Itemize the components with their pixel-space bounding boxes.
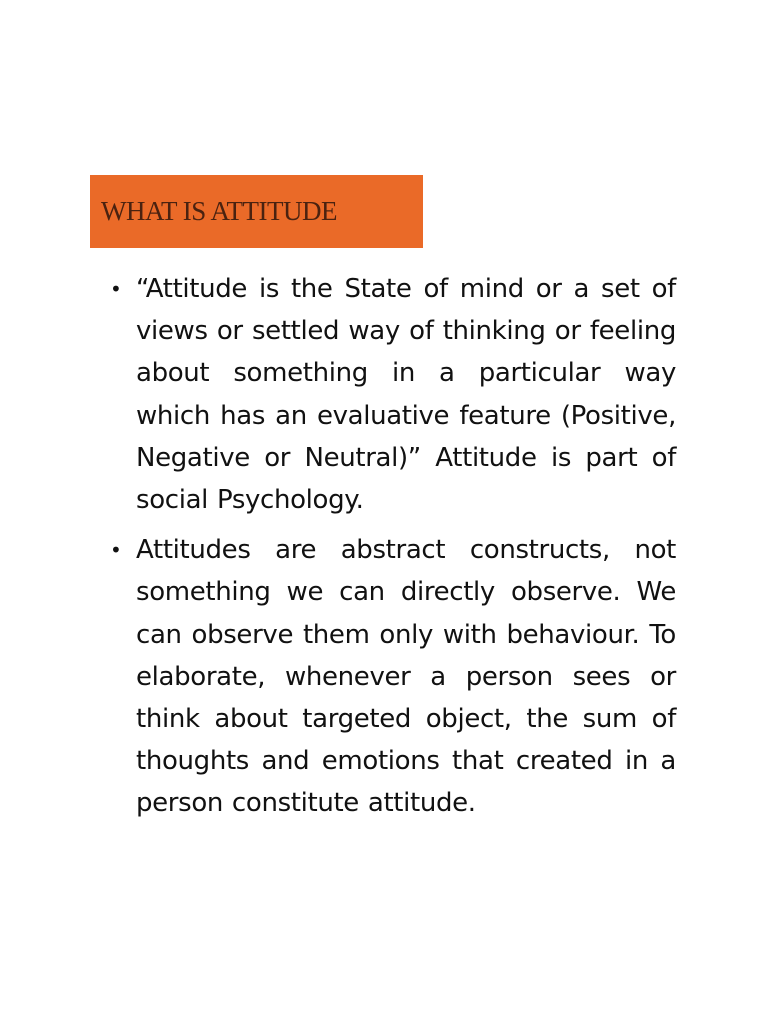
list-item — [110, 529, 676, 824]
title-banner — [90, 175, 423, 248]
bullet-text: Attitudes are abstract constructs, not something we can directly observe. We can observe them only with behaviour. To elaborate, whenever a person sees or think about targeted object, the sum of thoughts and emotions that created in a person constitute attitude. — [136, 535, 676, 819]
bullet-icon: • — [110, 277, 122, 301]
bullet-text: “Attitude is the State of mind or a set of views or settled way of thinking or feeling about something in a particular way which has an evaluative feature (Positive, Negative or Neutral)” Attitude is part of social Psychology. — [136, 274, 676, 516]
list-item — [110, 268, 676, 521]
page-title: WHAT IS ATTITUDE — [101, 196, 337, 226]
bullet-list — [110, 268, 676, 833]
bullet-icon: • — [110, 538, 122, 563]
